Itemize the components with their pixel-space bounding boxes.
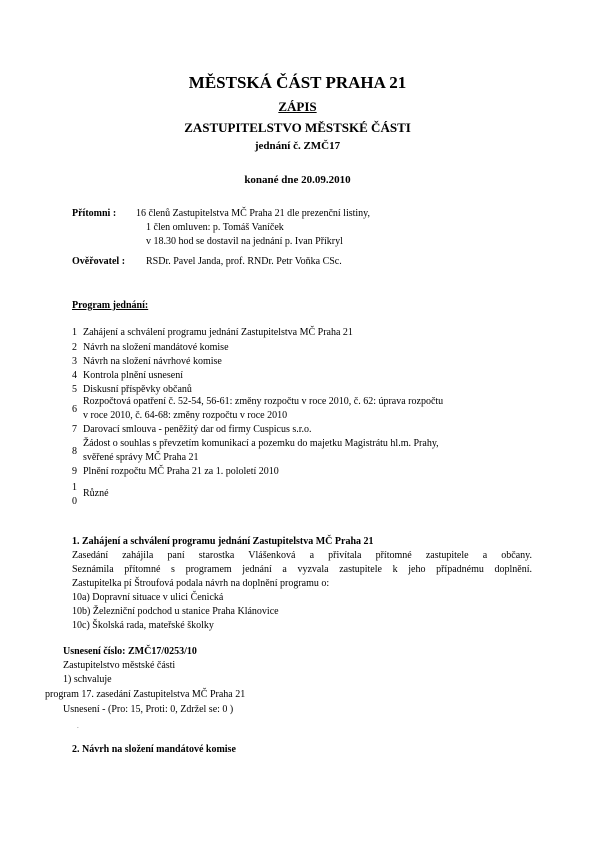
- verifiers-names: RSDr. Pavel Janda, prof. RNDr. Petr Voňka CSc.: [146, 256, 342, 267]
- section-1-heading: 1. Zahájení a schválení programu jednání Zastupitelstva MČ Praha 21: [72, 536, 374, 547]
- program-item-text: Plnění rozpočtu MČ Praha 21 za 1. pololetí 2010: [83, 466, 279, 477]
- program-item-text: v roce 2010, č. 64-68: změny rozpočtu v roce 2010: [83, 410, 288, 421]
- program-item-num: 6: [72, 404, 77, 415]
- program-item-num: 8: [72, 446, 77, 457]
- assembly-name: ZASTUPITELSTVO MĚSTSKÉ ČÁSTI: [184, 120, 411, 135]
- present-line: v 18.30 hod se dostavil na jednání p. Ivan Příkryl: [146, 236, 343, 247]
- program-addition: 10a) Dopravní situace v ulici Čenická: [72, 592, 224, 603]
- present-line: 16 členů Zastupitelstva MČ Praha 21 dle prezenční listiny,: [136, 208, 371, 219]
- program-item-num: 9: [72, 466, 77, 477]
- session-date: konané dne 20.09.2010: [244, 174, 351, 186]
- resolution-text: program 17. zasedání Zastupitelstva MČ Praha 21: [45, 689, 246, 700]
- program-item-num: 1: [72, 327, 77, 338]
- program-item-num: 5: [72, 384, 77, 395]
- present-label: Přítomni :: [72, 208, 117, 219]
- program-heading: Program jednání:: [72, 300, 149, 311]
- section-1-paragraph-line: Zasedání zahájila paní starostka Vlášenková a přivítala přítomné zastupitele a občany.: [72, 550, 532, 561]
- program-item-num: 3: [72, 356, 77, 367]
- section-1-paragraph-line: Zastupitelka pí Štroufová podala návrh na doplnění programu o:: [72, 578, 330, 589]
- program-item-text: svěřené správy MČ Praha 21: [83, 452, 199, 463]
- session-number: jednání č. ZMČ17: [254, 140, 341, 152]
- section-1-paragraph-line: Seznámila přítomné s programem jednání a vyzvala zastupitele k jeho případnému doplnění.: [72, 564, 532, 575]
- program-item-text: Návrh na složení návrhové komise: [83, 356, 222, 367]
- program-addition: 10b) Železniční podchod u stanice Praha Klánovice: [72, 606, 279, 617]
- program-item-num: 7: [72, 424, 77, 435]
- program-item-text: Zahájení a schválení programu jednání Zastupitelstva MČ Praha 21: [83, 327, 353, 338]
- resolution-number: Usnesení číslo: ZMČ17/0253/10: [63, 646, 197, 657]
- program-item-text: Rozpočtová opatření č. 52-54, 56-61: změny rozpočtu v roce 2010, č. 62: úprava rozpočtu: [83, 396, 444, 407]
- program-item-num: 2: [72, 342, 77, 353]
- program-item-text: Diskusní příspěvky občanů: [83, 384, 192, 395]
- resolution-vote: Usnesení - (Pro: 15, Proti: 0, Zdržel se: 0 ): [63, 704, 234, 715]
- document-subtitle: ZÁPIS: [278, 99, 317, 114]
- present-line: 1 člen omluven: p. Tomáš Vaníček: [146, 222, 284, 233]
- program-item-text: Různé: [83, 488, 109, 499]
- program-item-text: Darovací smlouva - peněžitý dar od firmy Cuspicus s.r.o.: [83, 424, 312, 435]
- stray-dot: .: [77, 722, 79, 730]
- resolution-action: 1) schvaluje: [63, 674, 112, 685]
- program-addition: 10c) Školská rada, mateřské školky: [72, 620, 214, 631]
- program-item-num: 1 0: [72, 482, 77, 507]
- document-title: MĚSTSKÁ ČÁST PRAHA 21: [188, 73, 407, 92]
- resolution-body: Zastupitelstvo městské části: [63, 660, 176, 671]
- program-item-num: 4: [72, 370, 77, 381]
- verifiers-label: Ověřovatel :: [72, 256, 126, 267]
- program-item-text: Kontrola plnění usnesení: [83, 370, 183, 381]
- program-item-text: Návrh na složení mandátové komise: [83, 342, 229, 353]
- section-2-heading: 2. Návrh na složení mandátové komise: [72, 744, 236, 755]
- program-item-text: Žádost o souhlas s převzetím komunikací a pozemku do majetku Magistrátu hl.m. Prahy,: [83, 438, 439, 449]
